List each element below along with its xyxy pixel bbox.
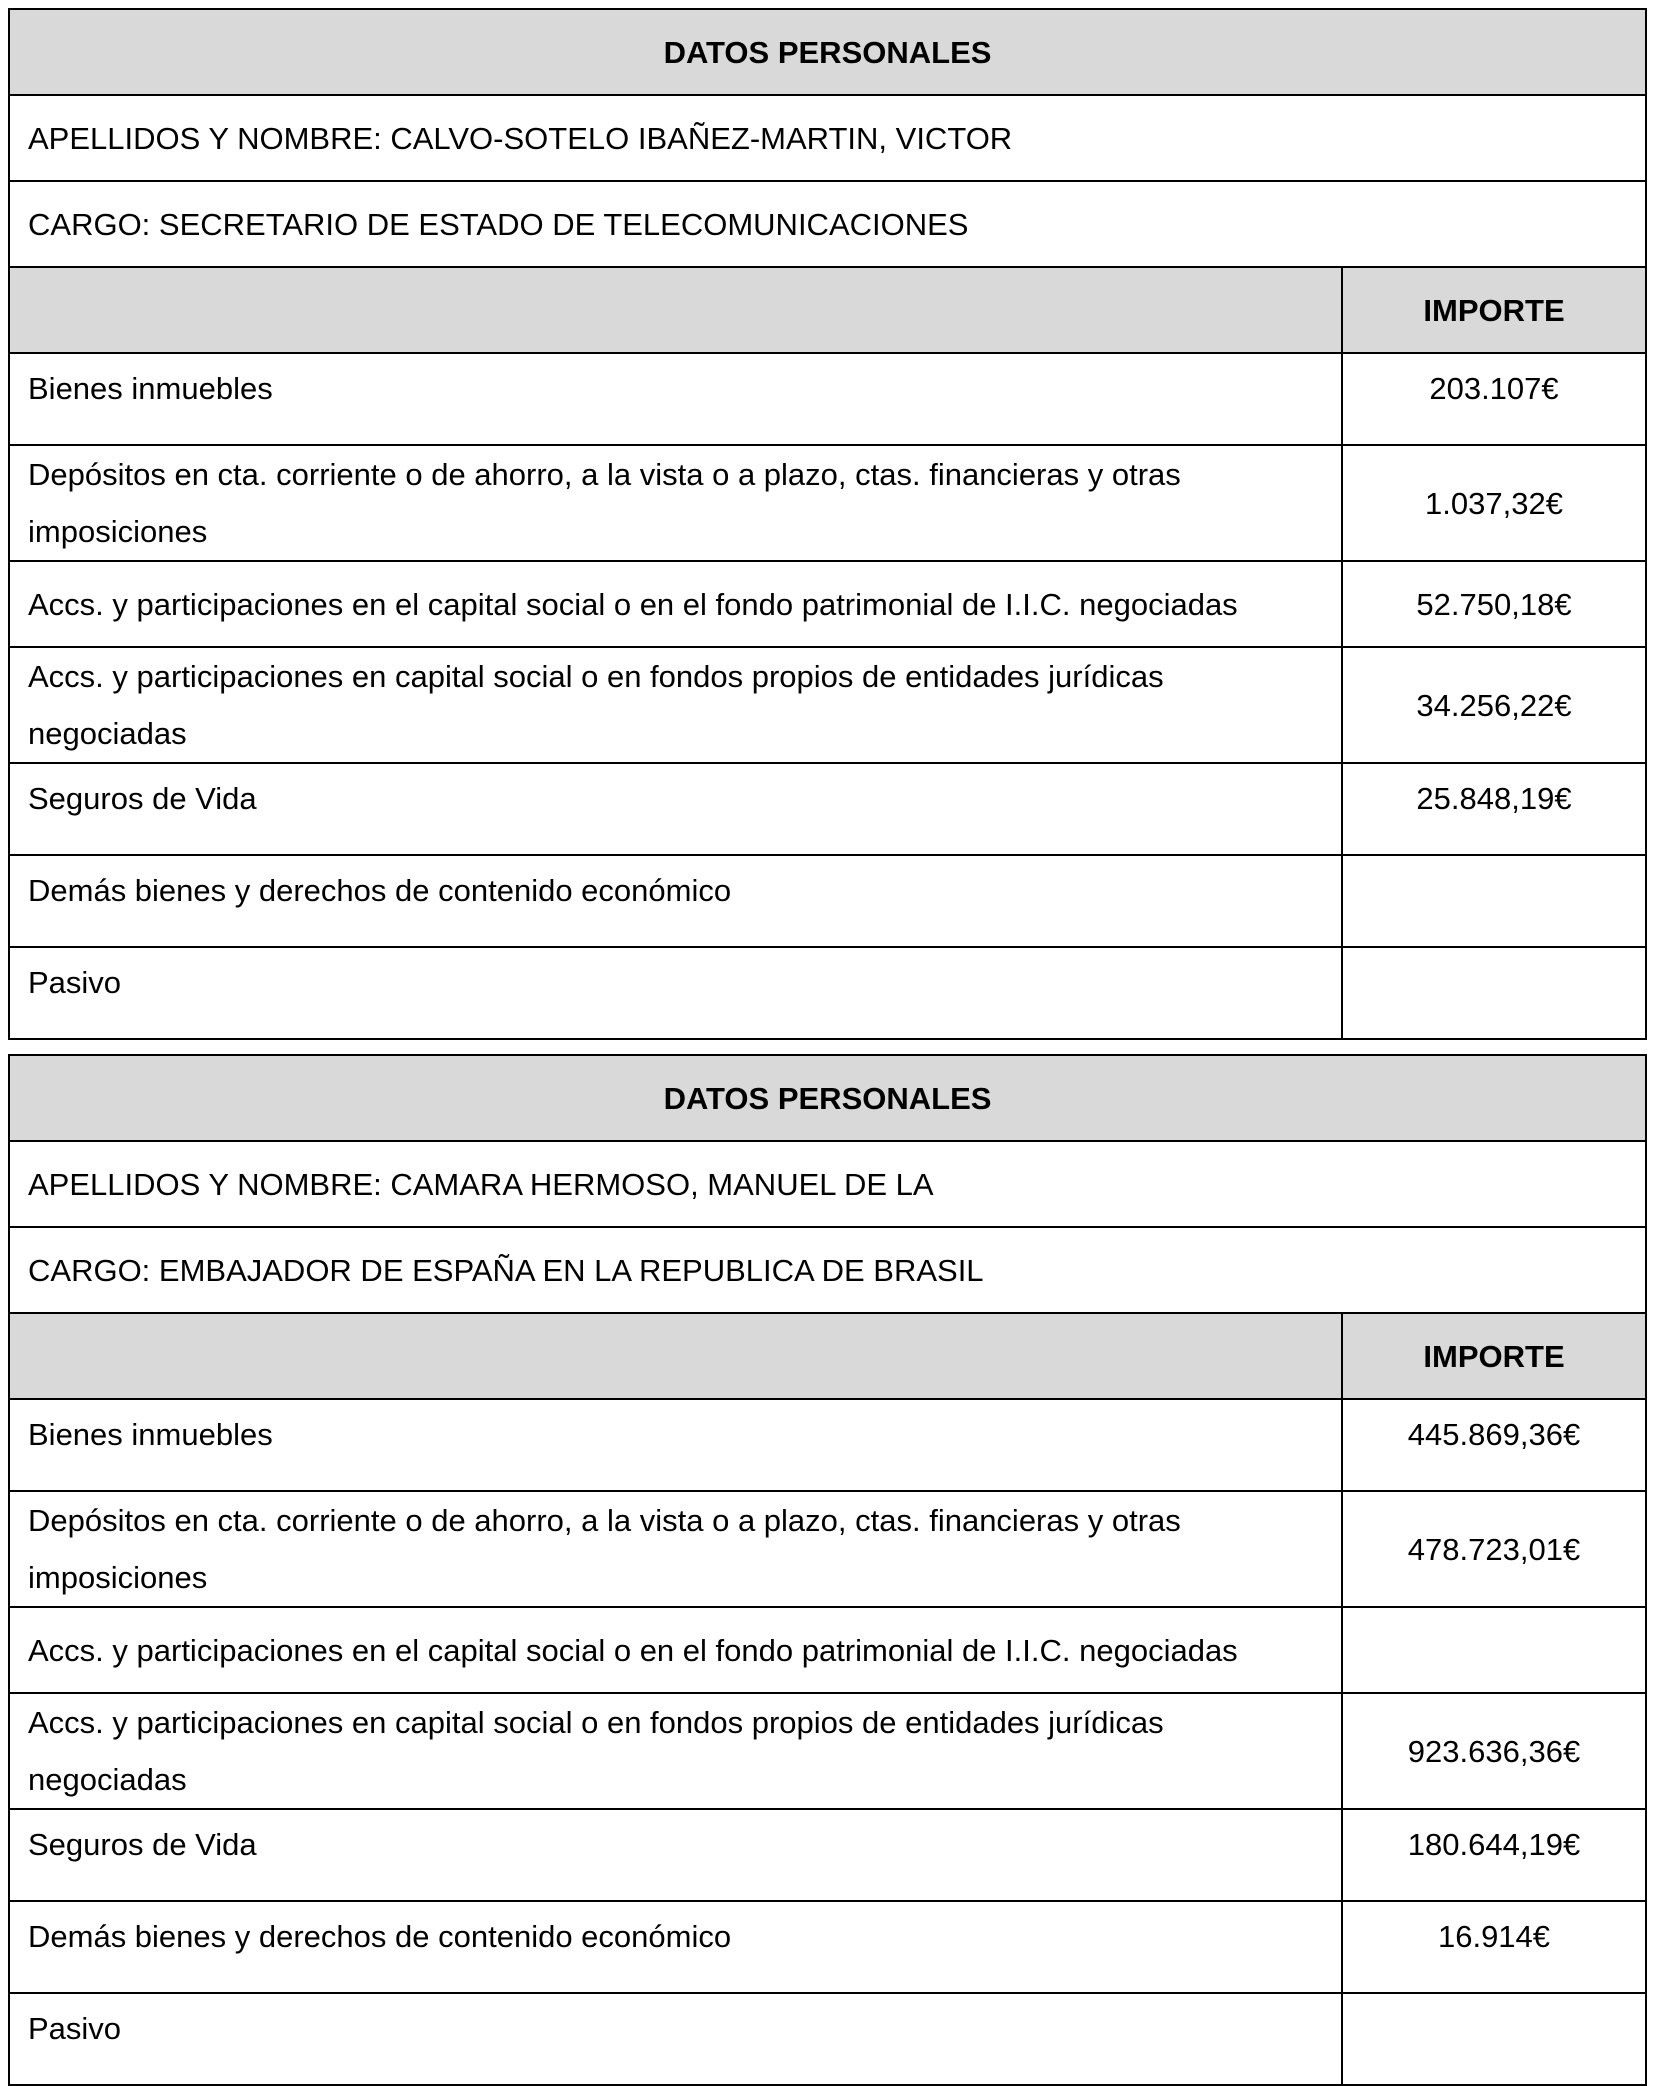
table-row bbox=[9, 947, 1646, 1039]
row-amount: 445.869,36€ bbox=[1342, 1399, 1646, 1491]
table-row bbox=[9, 855, 1646, 947]
row-label: Accs. y participaciones en el capital social o en el fondo patrimonial de I.I.C. negociadas bbox=[9, 561, 1342, 647]
amount-header: IMPORTE bbox=[1342, 267, 1646, 353]
row-amount: 923.636,36€ bbox=[1342, 1693, 1646, 1809]
row-label: Bienes inmuebles bbox=[9, 353, 1342, 445]
row-label: Depósitos en cta. corriente o de ahorro, a la vista o a plazo, ctas. financieras y otras imposiciones bbox=[9, 1491, 1342, 1607]
row-label: Pasivo bbox=[9, 1993, 1342, 2085]
row-amount: 1.037,32€ bbox=[1342, 445, 1646, 561]
row-label: Accs. y participaciones en capital social o en fondos propios de entidades jurídicas negociadas bbox=[9, 647, 1342, 763]
table-row bbox=[9, 1993, 1646, 2085]
table-row bbox=[9, 353, 1646, 445]
row-label: Pasivo bbox=[9, 947, 1342, 1039]
row-amount: 52.750,18€ bbox=[1342, 561, 1646, 647]
amount-header: IMPORTE bbox=[1342, 1313, 1646, 1399]
table-row bbox=[9, 1809, 1646, 1901]
row-label: Accs. y participaciones en el capital social o en el fondo patrimonial de I.I.C. negociadas bbox=[9, 1607, 1342, 1693]
name-line: APELLIDOS Y NOMBRE: CAMARA HERMOSO, MANUEL DE LA bbox=[9, 1141, 1646, 1227]
row-label: Accs. y participaciones en capital social o en fondos propios de entidades jurídicas negociadas bbox=[9, 1693, 1342, 1809]
section-title: DATOS PERSONALES bbox=[9, 1055, 1646, 1141]
table-row bbox=[9, 763, 1646, 855]
table-row bbox=[9, 1693, 1646, 1809]
row-amount: 25.848,19€ bbox=[1342, 763, 1646, 855]
row-label: Seguros de Vida bbox=[9, 1809, 1342, 1901]
table-row bbox=[9, 1399, 1646, 1491]
row-amount: 180.644,19€ bbox=[1342, 1809, 1646, 1901]
cargo-line: CARGO: EMBAJADOR DE ESPAÑA EN LA REPUBLICA DE BRASIL bbox=[9, 1227, 1646, 1313]
declaration-table-1 bbox=[8, 8, 1647, 1040]
table-row bbox=[9, 561, 1646, 647]
row-amount bbox=[1342, 947, 1646, 1039]
table-row bbox=[9, 1901, 1646, 1993]
name-line: APELLIDOS Y NOMBRE: CALVO-SOTELO IBAÑEZ-MARTIN, VICTOR bbox=[9, 95, 1646, 181]
row-label: Depósitos en cta. corriente o de ahorro, a la vista o a plazo, ctas. financieras y otras imposiciones bbox=[9, 445, 1342, 561]
row-amount: 478.723,01€ bbox=[1342, 1491, 1646, 1607]
row-label: Demás bienes y derechos de contenido económico bbox=[9, 855, 1342, 947]
concept-header-cell bbox=[9, 267, 1342, 353]
table-row bbox=[9, 1607, 1646, 1693]
row-amount: 34.256,22€ bbox=[1342, 647, 1646, 763]
table-row bbox=[9, 1491, 1646, 1607]
row-amount bbox=[1342, 1993, 1646, 2085]
cargo-line: CARGO: SECRETARIO DE ESTADO DE TELECOMUNICACIONES bbox=[9, 181, 1646, 267]
section-title: DATOS PERSONALES bbox=[9, 9, 1646, 95]
table-row bbox=[9, 445, 1646, 561]
row-label: Bienes inmuebles bbox=[9, 1399, 1342, 1491]
declaration-table-2 bbox=[8, 1054, 1647, 2086]
row-amount bbox=[1342, 855, 1646, 947]
concept-header-cell bbox=[9, 1313, 1342, 1399]
table-row bbox=[9, 647, 1646, 763]
row-amount: 203.107€ bbox=[1342, 353, 1646, 445]
row-label: Demás bienes y derechos de contenido económico bbox=[9, 1901, 1342, 1993]
row-label: Seguros de Vida bbox=[9, 763, 1342, 855]
row-amount bbox=[1342, 1607, 1646, 1693]
row-amount: 16.914€ bbox=[1342, 1901, 1646, 1993]
